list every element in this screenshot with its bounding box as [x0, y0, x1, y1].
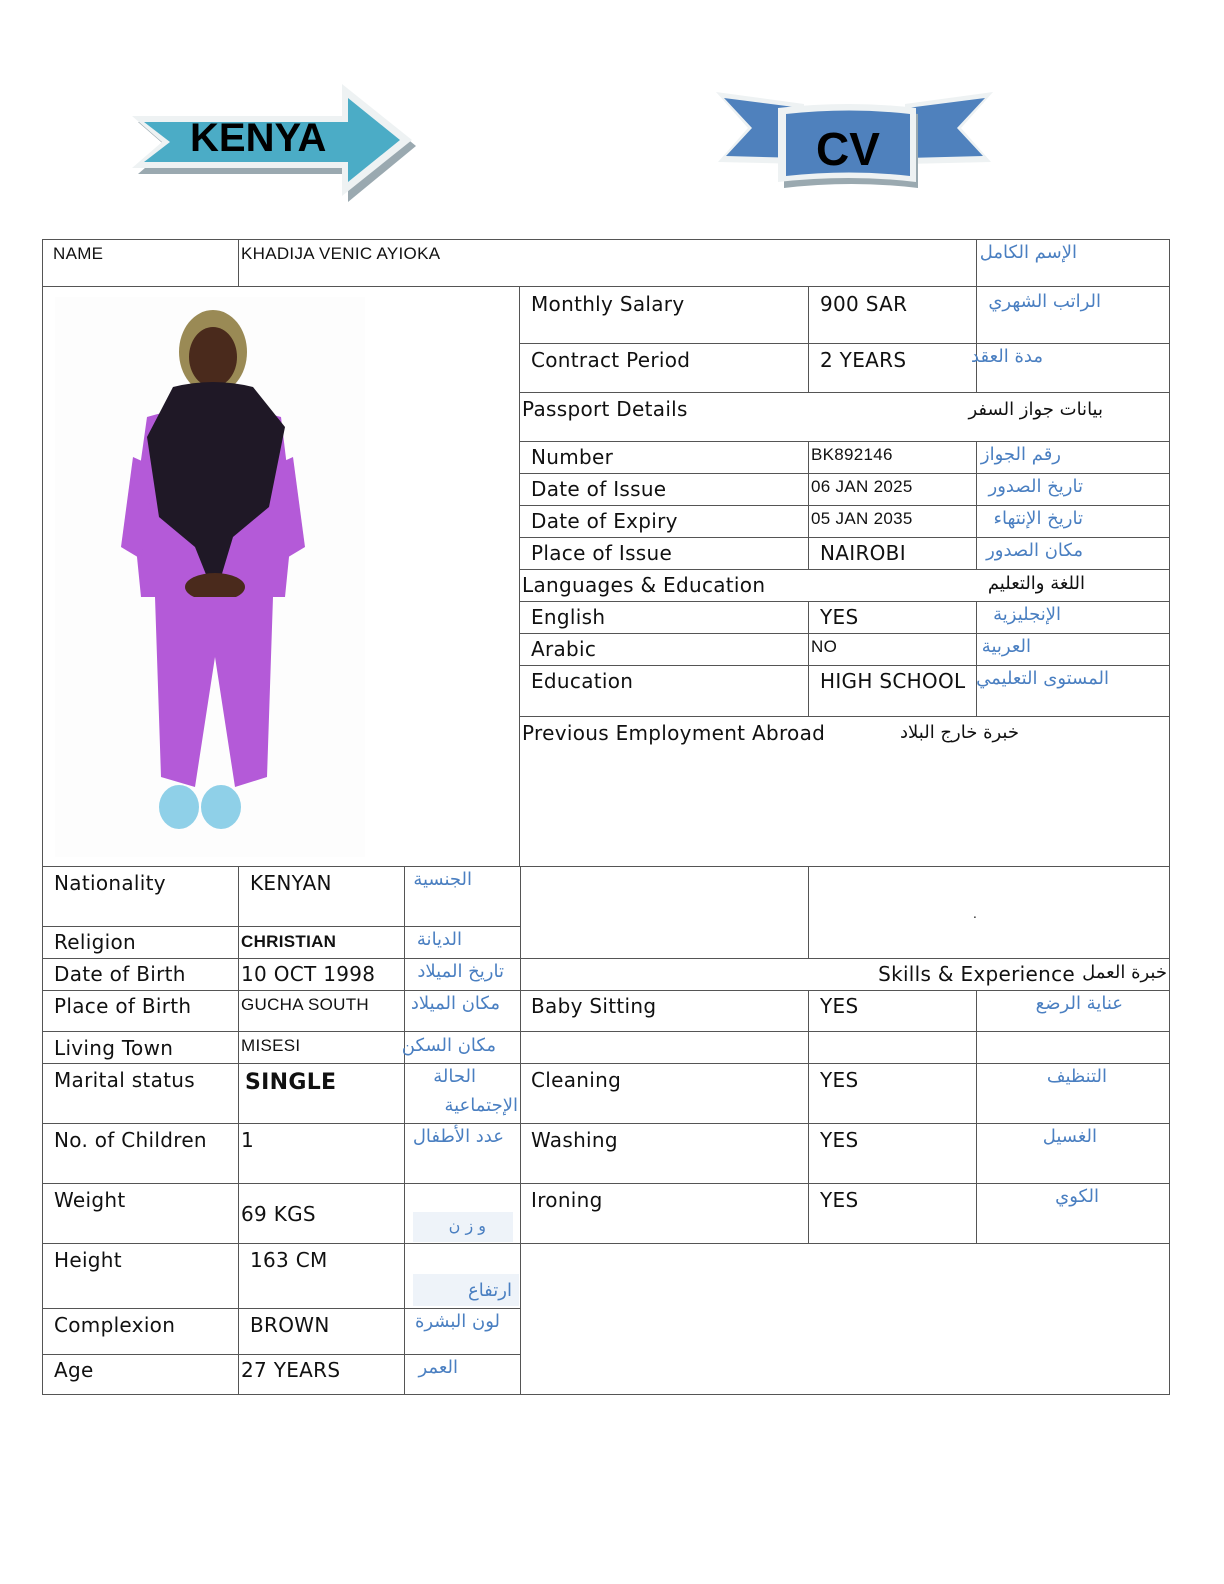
weight-label: Weight — [54, 1188, 126, 1212]
contract-period-label-cell — [519, 343, 810, 394]
kenya-arrow-banner — [130, 82, 420, 207]
monthly-salary-arabic: الراتب الشهري — [988, 291, 1101, 312]
languages-heading-cell — [519, 569, 1170, 603]
religion-arabic: الديانة — [416, 929, 462, 950]
name-arabic-cell — [976, 239, 1170, 288]
skill-cleaning-arabic-cell — [976, 1063, 1170, 1125]
skill-ironing-arabic: الكوي — [1055, 1186, 1099, 1207]
empty-cell-left — [519, 866, 810, 960]
children-label-cell — [42, 1123, 240, 1185]
age-arabic-cell — [404, 1354, 521, 1395]
skill-washing-value-cell — [808, 1123, 978, 1185]
date-of-issue-value: 06 JAN 2025 — [811, 477, 913, 496]
empty-lower-right — [519, 1243, 1170, 1395]
stray-dot: . — [973, 907, 978, 921]
religion-label-cell — [42, 926, 240, 960]
education-arabic-cell — [976, 665, 1170, 718]
date-of-issue-label: Date of Issue — [531, 477, 667, 501]
complexion-arabic-cell — [404, 1308, 521, 1356]
date-of-birth-arabic-cell — [404, 958, 521, 992]
name-label-cell — [42, 239, 240, 288]
skill-cleaning-label-cell — [519, 1063, 810, 1125]
weight-value: 69 KGS — [241, 1202, 316, 1226]
arabic-value-cell — [808, 633, 978, 667]
age-value: 27 YEARS — [241, 1358, 341, 1382]
weight-value-cell — [238, 1183, 406, 1245]
passport-number-arabic-cell — [976, 441, 1170, 475]
skill-washing-label: Washing — [531, 1128, 618, 1152]
name-label: NAME — [53, 244, 104, 263]
weight-arabic: و ز ن — [448, 1216, 486, 1235]
marital-status-arabic-line1: الحالة — [433, 1066, 476, 1087]
date-of-birth-arabic: تاريخ الميلاد — [417, 961, 504, 982]
religion-value-cell — [238, 926, 406, 960]
contract-period-value: 2 YEARS — [820, 348, 907, 372]
skill-cleaning-arabic: التنظيف — [1046, 1066, 1107, 1087]
monthly-salary-arabic-cell — [976, 286, 1170, 345]
height-arabic: ارتفاع — [467, 1280, 512, 1301]
passport-number-arabic: رقم الجواز — [980, 444, 1061, 465]
children-arabic-cell — [404, 1123, 521, 1185]
english-label: English — [531, 605, 606, 629]
education-arabic: المستوى التعليمي — [976, 668, 1109, 689]
living-town-arabic-cell — [401, 1031, 521, 1065]
skill-baby-sitting-label-cell — [519, 990, 810, 1033]
weight-arabic-cell — [404, 1183, 521, 1245]
languages-heading-arabic: اللغة والتعليم — [987, 573, 1085, 594]
nationality-arabic-cell — [404, 866, 521, 928]
english-arabic: الإنجليزية — [993, 604, 1061, 625]
nationality-value-cell — [238, 866, 406, 928]
skill-baby-sitting-value-cell — [808, 990, 978, 1033]
english-label-cell — [519, 601, 810, 635]
complexion-label-cell — [42, 1308, 240, 1356]
height-arabic-cell — [404, 1243, 521, 1310]
passport-number-value: BK892146 — [811, 445, 893, 464]
nationality-value: KENYAN — [250, 871, 332, 895]
skill-baby-sitting-value: YES — [820, 994, 859, 1018]
previous-employment-heading: Previous Employment Abroad — [522, 721, 826, 745]
skill-empty-value-cell — [808, 1031, 978, 1065]
english-value: YES — [820, 605, 859, 629]
nationality-label: Nationality — [54, 871, 166, 895]
marital-status-label: Marital status — [54, 1068, 195, 1092]
age-label: Age — [54, 1358, 94, 1382]
arabic-language-value: NO — [811, 637, 838, 656]
height-value-cell — [238, 1243, 406, 1310]
skill-baby-sitting-arabic: عناية الرضع — [1035, 993, 1123, 1014]
marital-status-label-cell — [42, 1063, 240, 1125]
skills-heading-arabic: خبرة العمل — [1082, 962, 1167, 983]
age-value-cell — [238, 1354, 406, 1395]
name-value: KHADIJA VENIC AYIOKA — [241, 244, 441, 263]
skill-baby-sitting-arabic-cell — [976, 990, 1170, 1033]
living-town-value: MISESI — [241, 1036, 301, 1055]
religion-value: CHRISTIAN — [241, 932, 337, 951]
skill-ironing-value-cell — [808, 1183, 978, 1245]
skill-washing-value: YES — [820, 1128, 859, 1152]
passport-number-label-cell — [519, 441, 810, 475]
religion-label: Religion — [54, 930, 136, 954]
marital-status-value: SINGLE — [245, 1070, 337, 1095]
nationality-arabic: الجنسية — [413, 869, 472, 890]
complexion-label: Complexion — [54, 1313, 176, 1337]
height-label-cell — [42, 1243, 240, 1310]
skill-washing-arabic-cell — [976, 1123, 1170, 1185]
contract-period-arabic-cell — [971, 343, 1170, 394]
place-of-issue-label: Place of Issue — [531, 541, 673, 565]
height-label: Height — [54, 1248, 122, 1272]
passport-heading-cell — [519, 392, 1170, 443]
place-of-issue-label-cell — [519, 537, 810, 571]
monthly-salary-label: Monthly Salary — [531, 292, 685, 316]
age-label-cell — [42, 1354, 240, 1395]
marital-status-arabic-cell — [404, 1063, 521, 1125]
skill-ironing-label: Ironing — [531, 1188, 603, 1212]
complexion-value-cell — [238, 1308, 406, 1356]
contract-period-value-cell — [808, 343, 978, 394]
living-town-value-cell — [238, 1031, 406, 1065]
passport-number-label: Number — [531, 445, 614, 469]
country-banner-label: KENYA — [190, 116, 327, 160]
name-arabic-label: الإسم الكامل — [979, 242, 1077, 263]
arabic-arabic-cell — [976, 633, 1170, 667]
cv-ribbon-banner — [712, 84, 997, 194]
languages-heading: Languages & Education — [522, 573, 766, 597]
arabic-language-arabic: العربية — [981, 636, 1031, 657]
place-of-issue-value-cell — [808, 537, 978, 571]
empty-cell-right — [808, 866, 1170, 960]
marital-status-value-cell — [238, 1063, 406, 1125]
date-of-issue-label-cell — [519, 473, 810, 507]
arabic-language-label: Arabic — [531, 637, 597, 661]
previous-employment-cell — [519, 716, 1170, 868]
education-label-cell — [519, 665, 810, 718]
date-of-issue-arabic-cell — [976, 473, 1170, 507]
skills-heading: Skills & Experience — [878, 962, 1075, 986]
place-of-birth-arabic-cell — [404, 990, 521, 1033]
arabic-label-cell — [519, 633, 810, 667]
place-of-issue-arabic-cell — [976, 537, 1170, 571]
name-value-cell — [238, 239, 978, 288]
education-label: Education — [531, 669, 634, 693]
place-of-birth-value-cell — [238, 990, 406, 1033]
date-of-birth-value: 10 OCT 1998 — [241, 962, 376, 986]
skill-washing-arabic: الغسيل — [1042, 1126, 1097, 1147]
children-arabic: عدد الأطفال — [412, 1126, 504, 1147]
english-arabic-cell — [976, 601, 1170, 635]
date-of-expiry-label: Date of Expiry — [531, 509, 678, 533]
monthly-salary-value: 900 SAR — [820, 292, 908, 316]
age-arabic: العمر — [418, 1357, 458, 1378]
monthly-salary-label-cell — [519, 286, 810, 345]
candidate-photo — [55, 297, 365, 857]
passport-heading: Passport Details — [522, 397, 688, 421]
contract-period-arabic: مدة العقد — [971, 346, 1043, 367]
date-of-birth-value-cell — [238, 958, 406, 992]
skill-cleaning-value: YES — [820, 1068, 859, 1092]
date-of-expiry-arabic-cell — [976, 505, 1170, 539]
previous-employment-heading-arabic: خبرة خارج البلاد — [900, 722, 1019, 743]
date-of-birth-label: Date of Birth — [54, 962, 186, 986]
marital-status-arabic-line2: الإجتماعية — [444, 1095, 518, 1116]
monthly-salary-value-cell — [808, 286, 978, 345]
skill-ironing-label-cell — [519, 1183, 810, 1245]
place-of-issue-value: NAIROBI — [820, 541, 906, 565]
complexion-value: BROWN — [250, 1313, 330, 1337]
skill-ironing-arabic-cell — [976, 1183, 1170, 1245]
skill-baby-sitting-label: Baby Sitting — [531, 994, 657, 1018]
date-of-expiry-value-cell — [808, 505, 978, 539]
passport-heading-arabic: بيانات جواز السفر — [968, 399, 1103, 420]
date-of-issue-value-cell — [808, 473, 978, 507]
photo-cell — [42, 286, 521, 868]
place-of-birth-value: GUCHA SOUTH — [241, 995, 369, 1014]
place-of-birth-label: Place of Birth — [54, 994, 192, 1018]
date-of-issue-arabic: تاريخ الصدور — [988, 476, 1083, 497]
living-town-label: Living Town — [54, 1036, 174, 1060]
date-of-expiry-value: 05 JAN 2035 — [811, 509, 913, 528]
weight-label-cell — [42, 1183, 240, 1245]
religion-arabic-cell — [404, 926, 521, 960]
nationality-label-cell — [42, 866, 240, 928]
skill-empty-arabic-cell — [976, 1031, 1170, 1065]
cv-banner-label: CV — [816, 123, 880, 175]
education-value-cell — [808, 665, 978, 718]
living-town-arabic: مكان السكن — [401, 1035, 496, 1056]
complexion-arabic: لون البشرة — [414, 1311, 500, 1332]
skill-empty-label-cell — [519, 1031, 810, 1065]
date-of-expiry-arabic: تاريخ الإنتهاء — [993, 508, 1083, 529]
english-value-cell — [808, 601, 978, 635]
children-label: No. of Children — [54, 1128, 207, 1152]
living-town-label-cell — [42, 1031, 240, 1065]
education-value: HIGH SCHOOL — [820, 669, 966, 693]
children-value-cell — [238, 1123, 406, 1185]
date-of-birth-label-cell — [42, 958, 240, 992]
skill-cleaning-label: Cleaning — [531, 1068, 622, 1092]
place-of-issue-arabic: مكان الصدور — [986, 540, 1083, 561]
skill-washing-label-cell — [519, 1123, 810, 1185]
skill-ironing-value: YES — [820, 1188, 859, 1212]
skill-cleaning-value-cell — [808, 1063, 978, 1125]
place-of-birth-arabic: مكان الميلاد — [410, 993, 500, 1014]
passport-number-value-cell — [808, 441, 978, 475]
children-value: 1 — [241, 1128, 255, 1152]
skills-heading-cell — [519, 958, 1170, 992]
height-value: 163 CM — [250, 1248, 328, 1272]
date-of-expiry-label-cell — [519, 505, 810, 539]
place-of-birth-label-cell — [42, 990, 240, 1033]
contract-period-label: Contract Period — [531, 348, 691, 372]
